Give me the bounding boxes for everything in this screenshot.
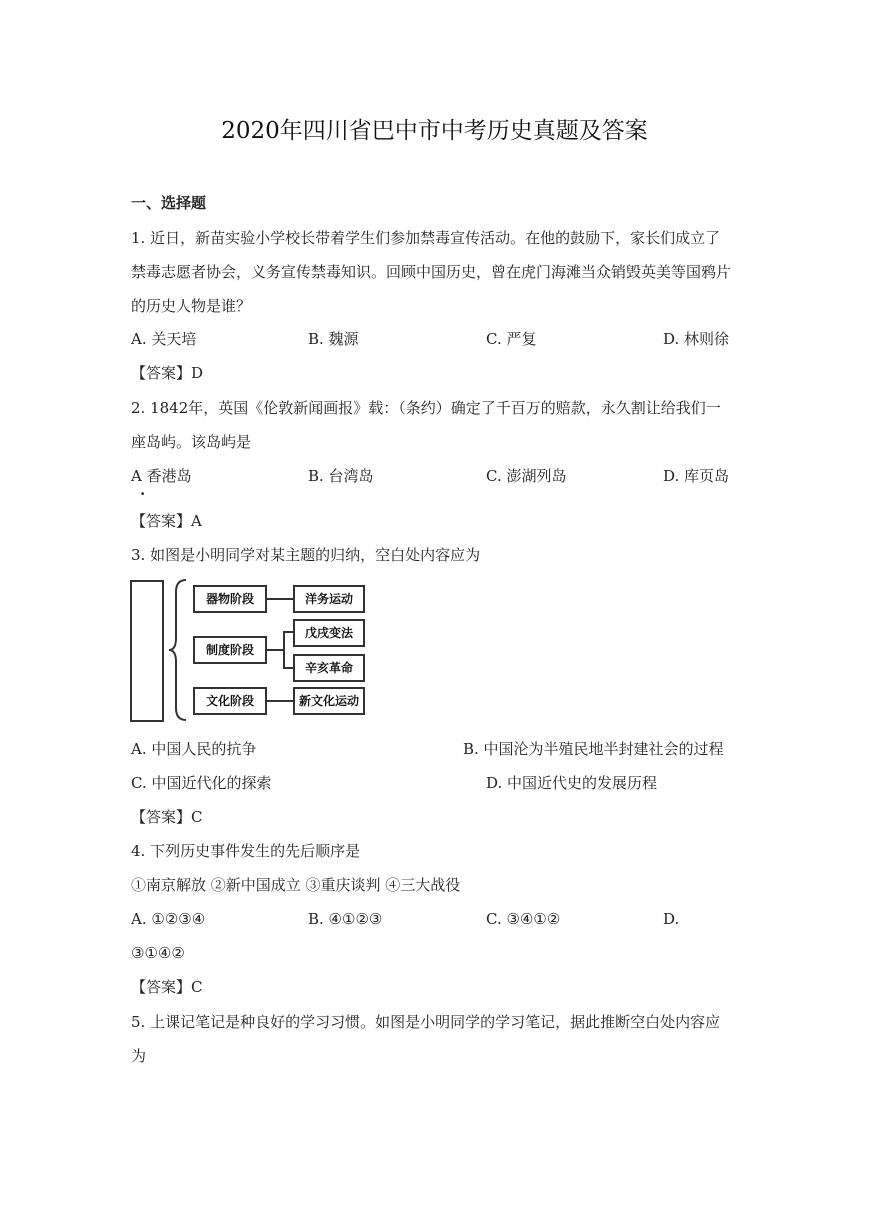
q2-option-c: C. 澎湖列岛 bbox=[486, 467, 567, 485]
q3-option-c: C. 中国近代化的探索 bbox=[131, 774, 272, 792]
connector-line bbox=[283, 667, 293, 669]
event-box-westernization: 洋务运动 bbox=[293, 585, 365, 613]
q1-stem-line1: 1. 近日，新苗实验小学校长带着学生们参加禁毒宣传活动。在他的鼓励下，家长们成立了 bbox=[131, 229, 721, 247]
q1-option-b: B. 魏源 bbox=[308, 330, 359, 348]
event-box-revolution-1911: 辛亥革命 bbox=[293, 654, 365, 682]
q3-option-d: D. 中国近代史的发展历程 bbox=[486, 774, 658, 792]
q2-stem-line2: 座岛屿。该岛屿是 bbox=[131, 433, 252, 451]
stage-box-culture: 文化阶段 bbox=[193, 687, 267, 715]
q2-answer: 【答案】A bbox=[131, 512, 202, 530]
q4-option-b: B. ④①②③ bbox=[308, 910, 383, 928]
q4-option-d: D. bbox=[663, 910, 680, 928]
stage-box-artifacts: 器物阶段 bbox=[193, 585, 267, 613]
connector-line bbox=[283, 631, 293, 633]
page-title: 2020年四川省巴中市中考历史真题及答案 bbox=[221, 118, 648, 144]
q5-stem-line1: 5. 上课记笔记是种良好的学习习惯。如图是小明同学的学习笔记，据此推断空白处内容应 bbox=[131, 1013, 721, 1031]
q2-option-a: A 香港岛 bbox=[131, 467, 192, 485]
q1-stem-line3: 的历史人物是谁？ bbox=[131, 297, 252, 315]
section-heading: 一、选择题 bbox=[131, 194, 207, 212]
event-box-new-culture: 新文化运动 bbox=[293, 687, 365, 715]
q3-option-a: A. 中国人民的抗争 bbox=[131, 740, 257, 758]
diagram-brace bbox=[168, 578, 188, 722]
q1-option-c: C. 严复 bbox=[486, 330, 537, 348]
stage-box-institutions: 制度阶段 bbox=[193, 636, 267, 664]
q1-stem-line2: 禁毒志愿者协会，义务宣传禁毒知识。回顾中国历史，曾在虎门海滩当众销毁英美等国鸦片 bbox=[131, 263, 732, 281]
q4-events-line: ①南京解放 ②新中国成立 ③重庆谈判 ④三大战役 bbox=[131, 876, 461, 894]
connector-line bbox=[266, 598, 293, 600]
q4-option-c: C. ③④①② bbox=[486, 910, 561, 928]
q1-option-a: A. 关天培 bbox=[131, 330, 197, 348]
q1-answer: 【答案】D bbox=[131, 364, 204, 382]
connector-line bbox=[283, 631, 285, 669]
q5-stem-line2: 为 bbox=[131, 1047, 147, 1065]
q2-stray-dot: . bbox=[140, 481, 146, 499]
q1-option-d: D. 林则徐 bbox=[663, 330, 730, 348]
connector-line bbox=[266, 649, 284, 651]
event-box-reform-1898: 戊戌变法 bbox=[293, 619, 365, 647]
q3-option-b: B. 中国沦为半殖民地半封建社会的过程 bbox=[463, 740, 724, 758]
q3-stem: 3. 如图是小明同学对某主题的归纳，空白处内容应为 bbox=[131, 546, 481, 564]
q2-option-d: D. 库页岛 bbox=[663, 467, 730, 485]
q4-stem: 4. 下列历史事件发生的先后顺序是 bbox=[131, 842, 361, 860]
q4-option-a: A. ①②③④ bbox=[131, 910, 206, 928]
connector-line bbox=[266, 700, 293, 702]
q4-option-d-value: ③①④② bbox=[131, 944, 185, 962]
q4-answer: 【答案】C bbox=[131, 978, 203, 996]
q3-answer: 【答案】C bbox=[131, 808, 203, 826]
diagram-blank-box bbox=[130, 580, 164, 722]
q2-stem-line1: 2. 1842年，英国《伦敦新闻画报》载：（条约）确定了千百万的赔款，永久割让给我们一 bbox=[131, 399, 721, 417]
q2-option-b: B. 台湾岛 bbox=[308, 467, 374, 485]
